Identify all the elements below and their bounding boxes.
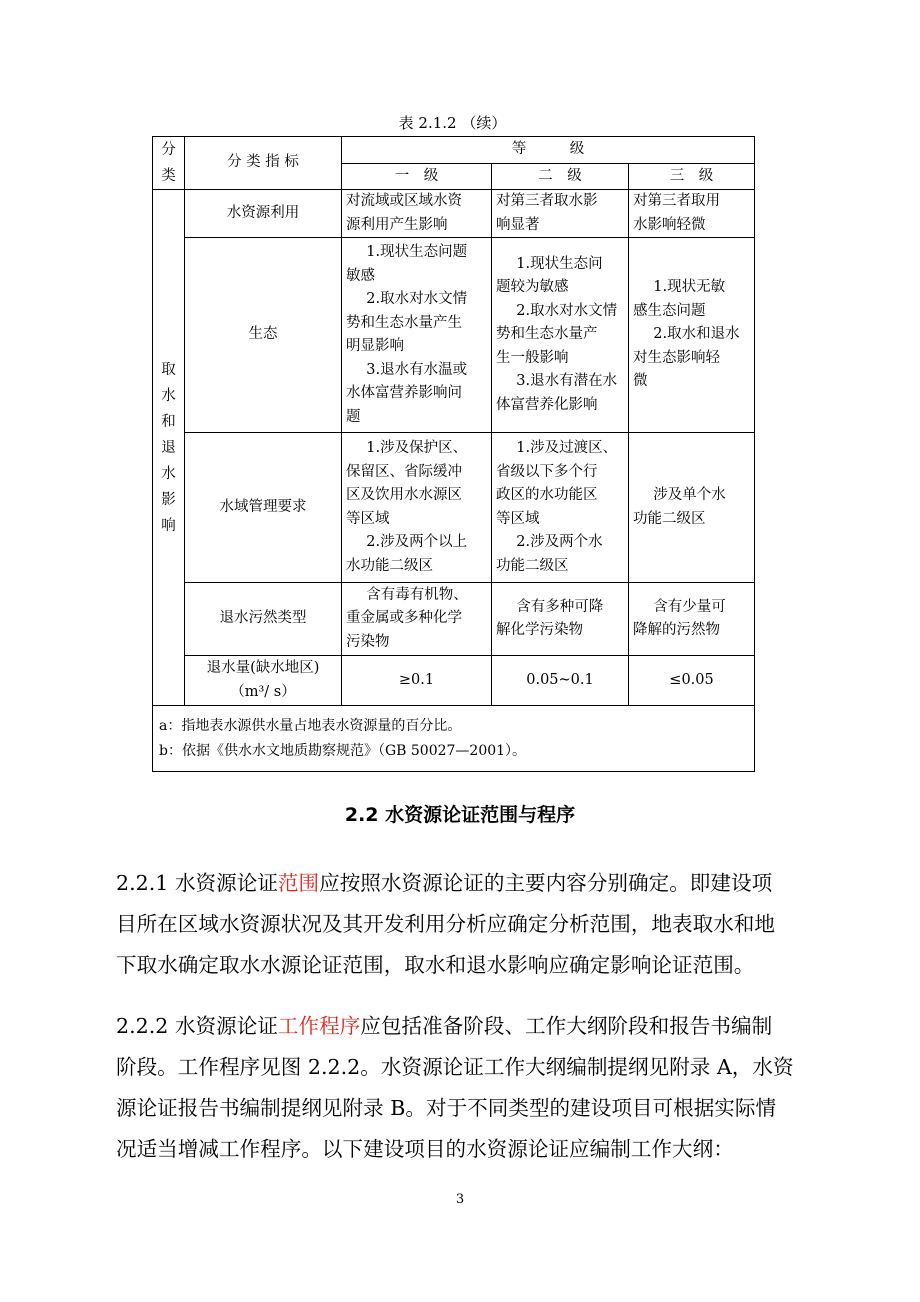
- grade1-cell: ≥0.1: [342, 656, 492, 706]
- grade2-cell: 1.现状生态问 题较为敏感 2.取水对水文情 势和生态水量产 生一般影响 3.退水有潜在水 体富营养化影响: [492, 238, 629, 433]
- table-row: [153, 238, 755, 433]
- grade1-cell: 对流域或区域水资 源利用产生影响: [342, 190, 492, 238]
- indicator-cell: 水资源利用: [185, 190, 342, 238]
- paragraph-2-2-2: 2.2.2 水资源论证工作程序应包括准备阶段、工作大纲阶段和报告书编制 阶段。工作程序见图 2.2.2。水资源论证工作大纲编制提纲见附录 A，水资 源论证报告书编制提纲见附录 B。对于不同类型的建设项目可根据实际情 况适当增减工作程序。以下建设项目的水资源论证应编制工作大纲：: [116, 1014, 794, 1161]
- highlight-term: 范围: [277, 871, 320, 895]
- page-number: 3: [455, 1192, 465, 1207]
- table-row: [153, 656, 755, 706]
- header-level-1: 一 级: [342, 163, 492, 190]
- grade3-cell: 含有少量可 降解的污然物: [629, 583, 755, 656]
- header-category: 分 类: [153, 137, 185, 190]
- grade2-cell: 0.05~0.1: [492, 656, 629, 706]
- grade2-cell: 含有多种可降 解化学污染物: [492, 583, 629, 656]
- header-indicator: 分 类 指 标: [185, 137, 342, 190]
- grade1-cell: 1.现状生态问题 敏感 2.取水对水文情 势和生态水量产生 明显影响 3.退水有水温或 水体富营养影响问 题: [342, 238, 492, 433]
- classification-table: [152, 136, 755, 772]
- grade2-cell: 1.涉及过渡区、 省级以下多个行 政区的水功能区 等区域 2.涉及两个水 功能二级区: [492, 433, 629, 583]
- header-level-3: 三 级: [629, 163, 755, 190]
- note-a: a：指地表水源供水量占地表水资源量的百分比。: [159, 717, 462, 734]
- indicator-cell: 退水污然类型: [185, 583, 342, 656]
- paragraph-2-2-1: 2.2.1 水资源论证范围应按照水资源论证的主要内容分别确定。即建设项 目所在区域水资源状况及其开发利用分析应确定分析范围，地表取水和地 下取水确定取水水源论证范围，取水和退水影响应确定影响论证范围。: [116, 871, 775, 977]
- highlight-term: 工作程序: [277, 1014, 361, 1038]
- grade2-cell: 对第三者取水影 响显著: [492, 190, 629, 238]
- table-notes: [153, 706, 755, 772]
- grade1-cell: 含有毒有机物、 重金属或多种化学 污染物: [342, 583, 492, 656]
- header-grade-group: 等 级: [342, 137, 755, 164]
- indicator-cell: 退水量(缺水地区) （m³/ s）: [185, 656, 342, 706]
- table-row: [153, 190, 755, 238]
- table-caption: 表 2.1.2 （续）: [398, 114, 507, 132]
- grade3-cell: 涉及单个水 功能二级区: [629, 433, 755, 583]
- grade3-cell: 1.现状无敏 感生态问题 2.取水和退水 对生态影响轻 微: [629, 238, 755, 433]
- table-row: [153, 433, 755, 583]
- table-row: [153, 583, 755, 656]
- grade3-cell: 对第三者取用 水影响轻微: [629, 190, 755, 238]
- section-heading: 2.2 水资源论证范围与程序: [344, 804, 576, 826]
- category-cell: 取 水 和 退 水 影 响: [153, 190, 185, 706]
- grade3-cell: ≤0.05: [629, 656, 755, 706]
- grade1-cell: 1.涉及保护区、 保留区、省际缓冲 区及饮用水水源区 等区域 2.涉及两个以上 水功能二级区: [342, 433, 492, 583]
- header-level-2: 二 级: [492, 163, 629, 190]
- note-b: b：依据《供水水文地质勘察规范》（GB 50027—2001）。: [159, 742, 527, 759]
- indicator-cell: 生态: [185, 238, 342, 433]
- indicator-cell: 水域管理要求: [185, 433, 342, 583]
